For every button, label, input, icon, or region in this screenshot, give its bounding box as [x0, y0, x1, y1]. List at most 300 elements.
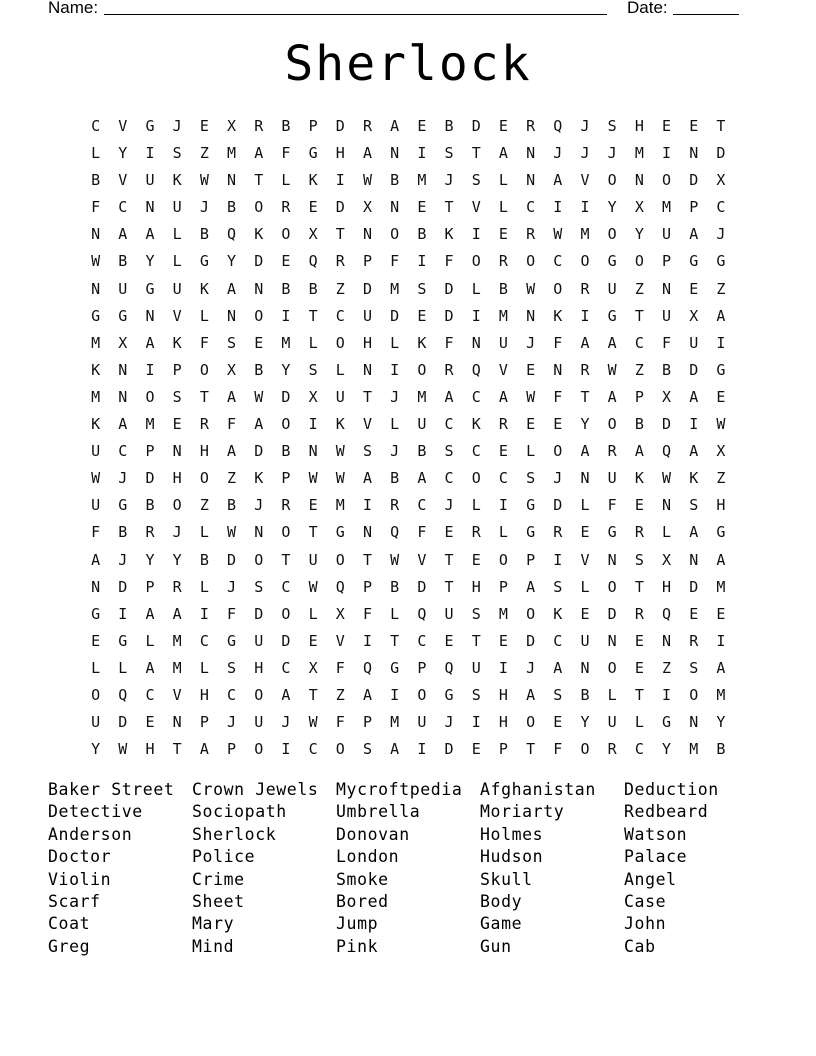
grid-letter: T — [444, 577, 454, 596]
grid-letter: C — [227, 685, 237, 704]
grid-letter: N — [172, 442, 182, 461]
grid-letter: I — [471, 225, 481, 244]
grid-letter: E — [254, 333, 264, 352]
grid-letter: B — [118, 252, 128, 271]
grid-letter: Q — [662, 442, 672, 461]
grid-letter: G — [91, 604, 101, 623]
grid-letter: J — [227, 713, 237, 732]
grid-letter: C — [308, 740, 318, 759]
grid-letter: G — [308, 144, 318, 163]
grid-letter: L — [471, 496, 481, 515]
word-list-item: Body — [480, 891, 523, 911]
grid-letter: C — [199, 631, 209, 650]
grid-letter: D — [118, 577, 128, 596]
grid-letter: F — [417, 523, 427, 542]
grid-letter: B — [390, 469, 400, 488]
grid-letter: I — [498, 496, 508, 515]
grid-letter: I — [553, 198, 563, 217]
grid-letter: J — [553, 469, 563, 488]
grid-letter: I — [580, 306, 590, 325]
grid-letter: O — [607, 415, 617, 434]
grid-letter: S — [526, 469, 536, 488]
grid-letter: E — [553, 713, 563, 732]
grid-letter: V — [335, 631, 345, 650]
grid-letter: I — [417, 252, 427, 271]
grid-letter: J — [118, 550, 128, 569]
grid-letter: A — [607, 387, 617, 406]
grid-letter: U — [607, 469, 617, 488]
grid-letter: A — [689, 442, 699, 461]
grid-letter: O — [498, 550, 508, 569]
grid-letter: J — [227, 577, 237, 596]
grid-letter: H — [634, 117, 644, 135]
grid-letter: G — [607, 523, 617, 542]
grid-letter: I — [145, 144, 155, 163]
grid-letter: X — [634, 198, 644, 217]
grid-letter: R — [145, 523, 155, 542]
grid-letter: S — [417, 279, 427, 298]
grid-letter: P — [145, 577, 155, 596]
grid-letter: G — [607, 306, 617, 325]
grid-letter: C — [444, 415, 454, 434]
grid-letter: V — [172, 685, 182, 704]
grid-letter: K — [689, 469, 699, 488]
grid-letter: K — [172, 333, 182, 352]
grid-letter: L — [172, 252, 182, 271]
grid-letter: U — [91, 496, 101, 515]
grid-letter: G — [118, 496, 128, 515]
grid-letter: W — [199, 171, 209, 190]
grid-letter: R — [580, 279, 590, 298]
grid-letter: X — [362, 198, 372, 217]
grid-letter: A — [227, 387, 237, 406]
grid-letter: H — [716, 496, 726, 515]
grid-letter: F — [390, 252, 400, 271]
grid-letter: M — [689, 740, 699, 759]
grid-letter: P — [281, 469, 291, 488]
header — [48, 0, 748, 19]
grid-letter: G — [199, 252, 209, 271]
grid-letter: Y — [580, 415, 590, 434]
grid-letter: M — [580, 225, 590, 244]
grid-letter: S — [362, 442, 372, 461]
grid-letter: L — [172, 225, 182, 244]
grid-letter: K — [254, 469, 264, 488]
grid-letter: G — [526, 523, 536, 542]
grid-letter: E — [634, 496, 644, 515]
date-label: Date: — [627, 0, 668, 17]
grid-letter: G — [716, 523, 726, 542]
grid-letter: A — [689, 225, 699, 244]
grid-letter: O — [91, 685, 101, 704]
grid-letter: N — [118, 387, 128, 406]
grid-letter: E — [716, 387, 726, 406]
grid-letter: U — [689, 333, 699, 352]
grid-letter: T — [308, 306, 318, 325]
grid-letter: I — [145, 360, 155, 379]
grid-letter: C — [417, 496, 427, 515]
grid-letter: L — [390, 604, 400, 623]
grid-letter: Q — [471, 360, 481, 379]
grid-letter: N — [390, 198, 400, 217]
grid-letter: K — [634, 469, 644, 488]
grid-letter: H — [471, 577, 481, 596]
grid-letter: G — [662, 713, 672, 732]
grid-letter: I — [689, 415, 699, 434]
grid-letter: N — [553, 360, 563, 379]
grid-letter: D — [444, 740, 454, 759]
grid-letter: U — [145, 171, 155, 190]
grid-letter: A — [716, 306, 726, 325]
grid-letter: M — [662, 198, 672, 217]
grid-letter: Y — [145, 252, 155, 271]
grid-letter: E — [281, 252, 291, 271]
grid-letter: N — [634, 171, 644, 190]
grid-letter: E — [444, 523, 454, 542]
grid-letter: X — [662, 550, 672, 569]
grid-letter: M — [417, 171, 427, 190]
grid-letter: K — [335, 415, 345, 434]
grid-letter: D — [390, 306, 400, 325]
grid-letter: I — [471, 306, 481, 325]
grid-letter: E — [553, 415, 563, 434]
grid-letter: N — [662, 631, 672, 650]
grid-letter: Q — [390, 523, 400, 542]
grid-letter: U — [172, 279, 182, 298]
grid-letter: L — [91, 144, 101, 163]
grid-letter: C — [553, 252, 563, 271]
grid-letter: H — [335, 144, 345, 163]
grid-letter: F — [607, 496, 617, 515]
grid-letter: R — [526, 117, 536, 135]
grid-letter: D — [662, 415, 672, 434]
grid-letter: U — [662, 225, 672, 244]
grid-letter: H — [145, 740, 155, 759]
grid-letter: J — [580, 144, 590, 163]
grid-letter: O — [607, 171, 617, 190]
grid-letter: A — [390, 740, 400, 759]
grid-letter: T — [281, 550, 291, 569]
grid-letter: N — [607, 631, 617, 650]
grid-letter: C — [281, 658, 291, 677]
grid-letter: M — [91, 387, 101, 406]
grid-letter: I — [662, 685, 672, 704]
word-list-item: Sherlock — [192, 824, 277, 844]
grid-letter: V — [417, 550, 427, 569]
grid-letter: N — [607, 550, 617, 569]
grid-letter: M — [417, 387, 427, 406]
grid-letter: P — [227, 740, 237, 759]
date-field-line[interactable] — [673, 14, 739, 15]
grid-letter: R — [634, 604, 644, 623]
grid-letter: D — [254, 252, 264, 271]
grid-letter: N — [689, 713, 699, 732]
grid-letter: C — [634, 740, 644, 759]
grid-letter: K — [91, 415, 101, 434]
grid-letter: T — [362, 550, 372, 569]
grid-letter: R — [634, 523, 644, 542]
grid-letter: C — [498, 469, 508, 488]
grid-letter: A — [91, 550, 101, 569]
grid-letter: D — [689, 360, 699, 379]
grid-letter: O — [526, 252, 536, 271]
grid-letter: H — [498, 713, 508, 732]
grid-letter: H — [199, 685, 209, 704]
grid-letter: P — [689, 198, 699, 217]
grid-letter: Z — [716, 469, 726, 488]
grid-letter: W — [91, 469, 101, 488]
grid-letter: Z — [662, 658, 672, 677]
grid-letter: N — [471, 333, 481, 352]
grid-letter: Y — [172, 550, 182, 569]
grid-letter: R — [553, 523, 563, 542]
grid-letter: B — [281, 442, 291, 461]
grid-letter: V — [580, 171, 590, 190]
grid-letter: Z — [716, 279, 726, 298]
grid-letter: D — [281, 631, 291, 650]
grid-letter: S — [634, 550, 644, 569]
grid-letter: G — [607, 252, 617, 271]
grid-letter: I — [362, 631, 372, 650]
grid-letter: K — [553, 306, 563, 325]
grid-letter: O — [335, 333, 345, 352]
grid-letter: W — [390, 550, 400, 569]
grid-letter: P — [498, 740, 508, 759]
grid-letter: U — [607, 713, 617, 732]
grid-letter: D — [362, 279, 372, 298]
grid-letter: F — [553, 740, 563, 759]
grid-letter: R — [498, 252, 508, 271]
grid-letter: D — [689, 171, 699, 190]
grid-letter: U — [471, 658, 481, 677]
grid-letter: S — [689, 658, 699, 677]
grid-letter: L — [199, 577, 209, 596]
grid-letter: D — [254, 604, 264, 623]
grid-letter: I — [716, 333, 726, 352]
grid-letter: E — [689, 117, 699, 135]
grid-letter: I — [580, 198, 590, 217]
grid-letter: L — [199, 306, 209, 325]
grid-letter: I — [281, 740, 291, 759]
grid-letter: A — [526, 685, 536, 704]
grid-letter: Q — [227, 225, 237, 244]
grid-letter: T — [444, 550, 454, 569]
grid-letter: O — [471, 252, 481, 271]
grid-letter: U — [362, 306, 372, 325]
grid-letter: A — [362, 469, 372, 488]
grid-letter: X — [308, 225, 318, 244]
grid-letter: J — [444, 171, 454, 190]
grid-letter: O — [471, 469, 481, 488]
grid-letter: A — [498, 144, 508, 163]
grid-letter: O — [172, 496, 182, 515]
grid-letter: P — [172, 360, 182, 379]
grid-letter: M — [281, 333, 291, 352]
grid-letter: R — [362, 117, 372, 135]
grid-letter: F — [335, 658, 345, 677]
grid-letter: G — [91, 306, 101, 325]
grid-letter: Y — [662, 740, 672, 759]
grid-letter: I — [716, 631, 726, 650]
grid-letter: S — [444, 442, 454, 461]
word-list-item: Game — [480, 914, 523, 934]
grid-letter: U — [580, 631, 590, 650]
grid-letter: I — [662, 144, 672, 163]
grid-letter: N — [227, 171, 237, 190]
grid-letter: N — [689, 550, 699, 569]
grid-letter: N — [662, 496, 672, 515]
grid-letter: B — [145, 496, 155, 515]
grid-letter: X — [118, 333, 128, 352]
grid-letter: F — [553, 387, 563, 406]
grid-letter: E — [308, 198, 318, 217]
grid-letter: B — [227, 496, 237, 515]
grid-letter: G — [444, 685, 454, 704]
word-list-item: Gun — [480, 936, 512, 956]
grid-letter: O — [417, 360, 427, 379]
grid-letter: J — [254, 496, 264, 515]
grid-letter: G — [145, 117, 155, 135]
grid-letter: T — [172, 740, 182, 759]
grid-letter: N — [145, 306, 155, 325]
grid-letter: E — [417, 306, 427, 325]
word-list-item: Mycroftpedia — [336, 780, 463, 799]
word-list-item: Doctor — [48, 847, 112, 867]
grid-letter: U — [662, 306, 672, 325]
word-list-item: Skull — [480, 869, 533, 889]
grid-letter: A — [118, 225, 128, 244]
grid-letter: O — [390, 225, 400, 244]
grid-letter: P — [145, 442, 155, 461]
grid-letter: F — [227, 415, 237, 434]
grid-letter: T — [634, 306, 644, 325]
grid-letter: T — [716, 117, 726, 135]
grid-letter: Z — [634, 279, 644, 298]
grid-letter: B — [254, 360, 264, 379]
grid-letter: C — [444, 469, 454, 488]
word-list-item: London — [336, 847, 400, 867]
grid-letter: S — [471, 685, 481, 704]
grid-letter: E — [498, 225, 508, 244]
grid-letter: I — [281, 306, 291, 325]
grid-letter: A — [689, 523, 699, 542]
grid-letter: N — [580, 469, 590, 488]
grid-letter: Y — [281, 360, 291, 379]
grid-letter: U — [607, 279, 617, 298]
grid-letter: F — [199, 333, 209, 352]
grid-letter: T — [444, 198, 454, 217]
grid-letter: B — [118, 523, 128, 542]
grid-letter: M — [634, 144, 644, 163]
grid-letter: O — [281, 523, 291, 542]
grid-letter: S — [227, 333, 237, 352]
grid-letter: T — [580, 387, 590, 406]
grid-letter: O — [281, 604, 291, 623]
grid-letter: A — [145, 658, 155, 677]
grid-letter: L — [308, 604, 318, 623]
grid-letter: N — [526, 306, 536, 325]
word-list-item: Smoke — [336, 869, 389, 889]
grid-letter: I — [308, 415, 318, 434]
grid-letter: D — [335, 198, 345, 217]
grid-letter: F — [444, 252, 454, 271]
grid-letter: A — [390, 117, 400, 135]
grid-letter: B — [281, 279, 291, 298]
grid-letter: J — [580, 117, 590, 135]
page-title: Sherlock — [284, 36, 532, 92]
grid-letter: I — [118, 604, 128, 623]
grid-letter: E — [417, 117, 427, 135]
grid-letter: Q — [118, 685, 128, 704]
grid-letter: L — [281, 171, 291, 190]
grid-letter: M — [498, 604, 508, 623]
grid-letter: J — [390, 442, 400, 461]
grid-letter: M — [172, 631, 182, 650]
word-list-item: Baker Street — [48, 780, 175, 799]
grid-letter: V — [498, 360, 508, 379]
grid-letter: C — [145, 685, 155, 704]
grid-letter: A — [580, 333, 590, 352]
grid-letter: O — [335, 740, 345, 759]
grid-letter: X — [716, 442, 726, 461]
grid-letter: M — [498, 306, 508, 325]
grid-letter: W — [526, 279, 536, 298]
grid-letter: A — [118, 415, 128, 434]
grid-letter: W — [662, 469, 672, 488]
grid-letter: Q — [444, 658, 454, 677]
letter-grid — [82, 113, 735, 763]
grid-letter: O — [417, 685, 427, 704]
grid-letter: J — [444, 496, 454, 515]
grid-letter: S — [471, 171, 481, 190]
grid-letter: D — [118, 713, 128, 732]
grid-letter: C — [634, 333, 644, 352]
grid-letter: W — [308, 577, 318, 596]
grid-letter: L — [390, 415, 400, 434]
grid-letter: E — [172, 415, 182, 434]
grid-letter: E — [308, 631, 318, 650]
grid-letter: F — [281, 144, 291, 163]
grid-letter: L — [308, 333, 318, 352]
grid-letter: F — [227, 604, 237, 623]
grid-letter: H — [199, 442, 209, 461]
grid-letter: O — [526, 713, 536, 732]
grid-letter: L — [498, 198, 508, 217]
grid-letter: V — [362, 415, 372, 434]
grid-letter: O — [526, 604, 536, 623]
grid-letter: E — [444, 631, 454, 650]
grid-letter: M — [390, 279, 400, 298]
grid-letter: O — [335, 550, 345, 569]
name-field-line[interactable] — [104, 14, 607, 15]
grid-letter: R — [281, 496, 291, 515]
word-list-item: Crown Jewels — [192, 780, 319, 799]
grid-letter: A — [553, 658, 563, 677]
grid-letter: Z — [227, 469, 237, 488]
grid-letter: A — [417, 469, 427, 488]
grid-letter: K — [471, 415, 481, 434]
word-list-item: Bored — [336, 891, 389, 911]
grid-letter: R — [444, 360, 454, 379]
word-list-item: Scarf — [48, 891, 101, 911]
grid-letter: P — [417, 658, 427, 677]
grid-letter: F — [335, 713, 345, 732]
grid-letter: T — [335, 225, 345, 244]
grid-letter: O — [634, 252, 644, 271]
grid-letter: K — [172, 171, 182, 190]
word-list-item: Umbrella — [336, 802, 421, 822]
grid-letter: Y — [607, 198, 617, 217]
